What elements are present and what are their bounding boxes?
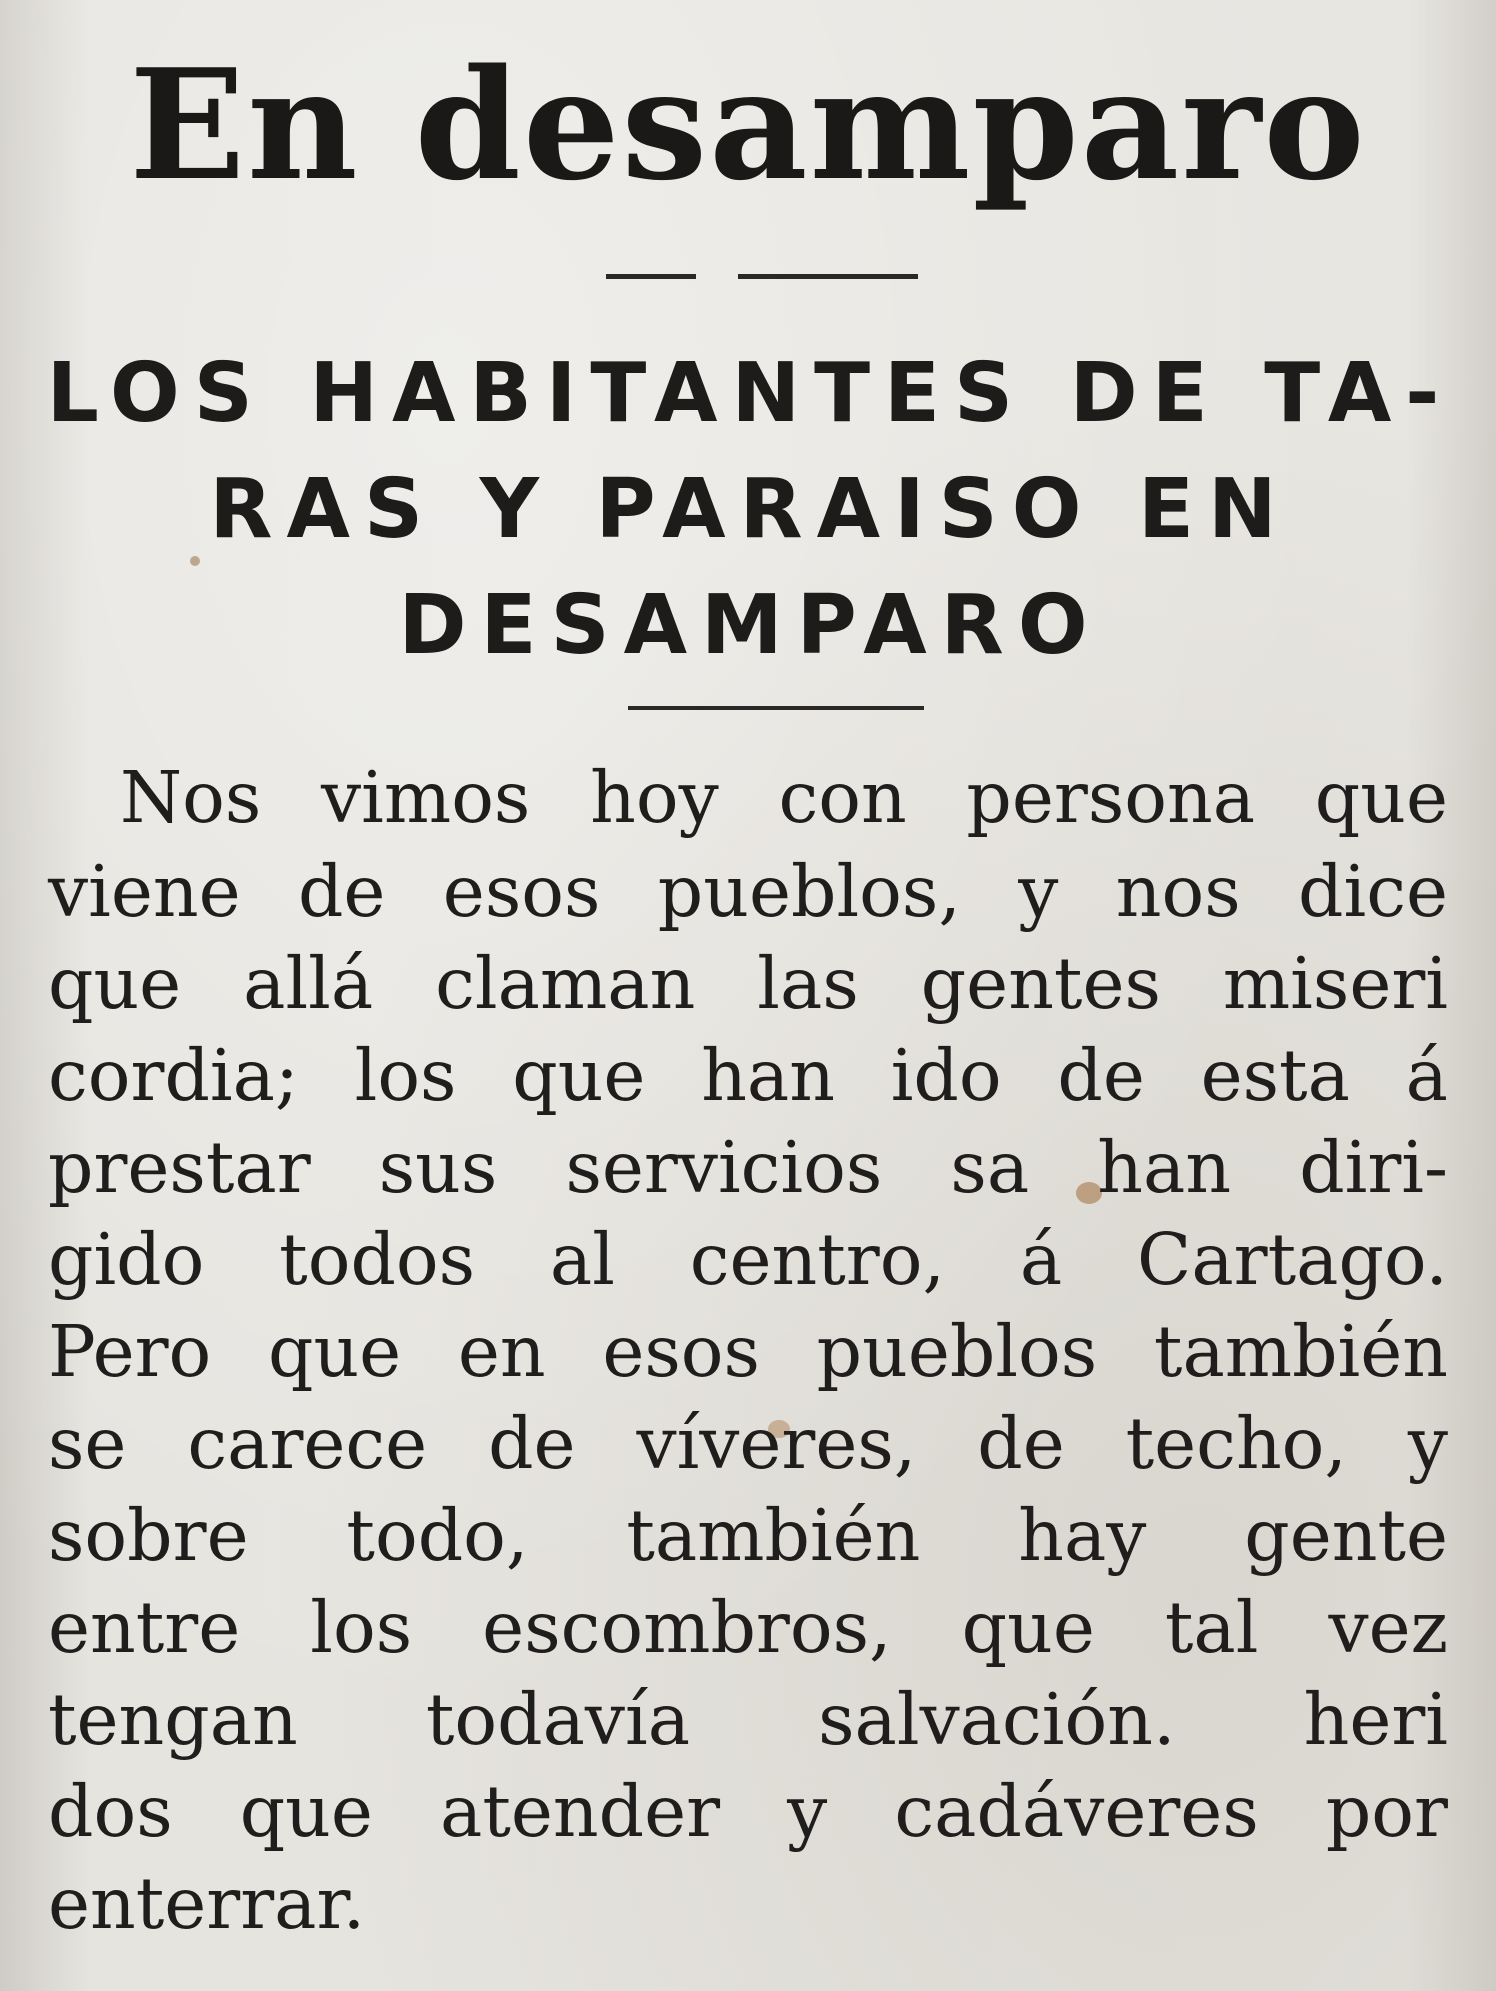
headline-divider-right [738,274,918,279]
body-line: gido todos al centro, á Cartago. [48,1218,1448,1301]
body-line: Pero que en esos pueblos también [48,1310,1448,1393]
headline-divider-left [606,274,696,279]
subheading-line: RAS Y PARAISO EN [209,462,1291,557]
body-line: enterrar. [48,1862,366,1945]
body-line: Nos vimos hoy con persona que [120,756,1448,839]
body-line: dos que atender y cadáveres por [48,1770,1448,1853]
article-headline: En desamparo [129,35,1367,214]
body-line: viene de esos pueblos, y nos dice [48,850,1448,933]
body-line: que allá claman las gentes miseri [48,942,1448,1025]
subheading-divider [628,706,924,710]
body-line: prestar sus servicios sa han diri- [48,1126,1448,1209]
body-line: sobre todo, también hay gente [48,1494,1448,1577]
body-line: se carece de víveres, de techo, y [48,1402,1448,1485]
subheading-line: DESAMPARO [398,578,1102,673]
body-line: tengan todavía salvación. heri [48,1678,1448,1761]
subheading-line: LOS HABITANTES DE TA- [46,346,1454,441]
body-line: cordia; los que han ido de esta á [48,1034,1448,1117]
body-line: entre los escombros, que tal vez [48,1586,1448,1669]
